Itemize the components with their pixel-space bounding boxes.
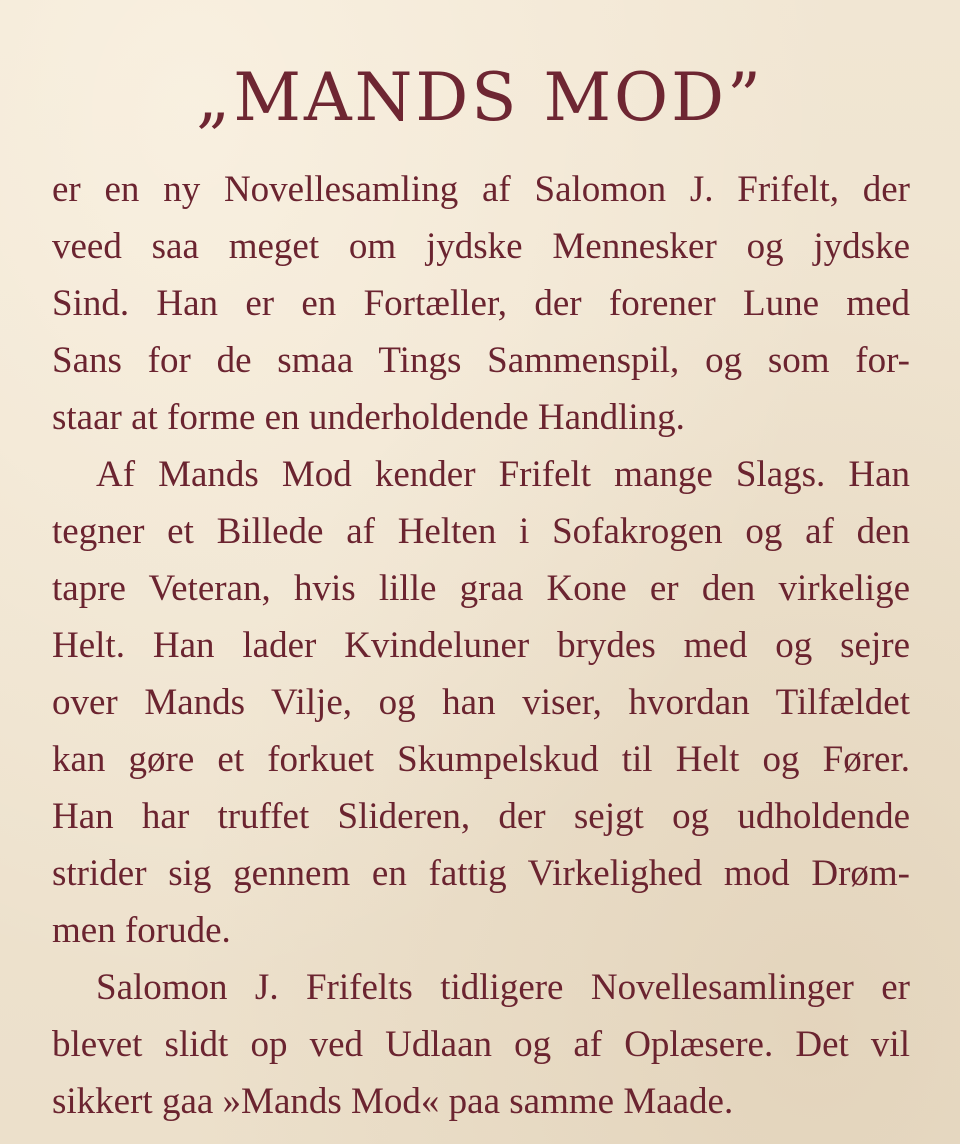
text-line: strider sig gennem en fattig Virkelighed mod Drøm- — [52, 853, 910, 894]
text-line: sikkert gaa »Mands Mod« paa samme Maade. — [52, 1081, 734, 1122]
text-line: over Mands Vilje, og han viser, hvordan Tilfældet — [52, 682, 910, 723]
text-line: tegner et Billede af Helten i Sofakrogen og af den — [52, 511, 910, 552]
text-line: Helt. Han lader Kvindeluner brydes med og sejre — [52, 625, 910, 666]
page-title: „MANDS MOD” — [196, 59, 764, 136]
text-line: Sans for de smaa Tings Sammenspil, og som for- — [52, 340, 910, 381]
text-line: Sind. Han er en Fortæller, der forener Lune med — [52, 283, 910, 324]
text-line: Af Mands Mod kender Frifelt mange Slags. Han — [96, 454, 910, 495]
text-line: blevet slidt op ved Udlaan og af Oplæsere. Det vil — [52, 1024, 910, 1065]
text-line: Salomon J. Frifelts tidligere Novellesamlinger er — [96, 967, 910, 1008]
text-line: veed saa meget om jydske Mennesker og jydske — [52, 226, 910, 267]
text-line: staar at forme en underholdende Handling. — [52, 397, 685, 438]
text-line: kan gøre et forkuet Skumpelskud til Helt og Fører. — [52, 739, 910, 780]
text-line: tapre Veteran, hvis lille graa Kone er den virkelige — [52, 568, 910, 609]
text-line: Han har truffet Slideren, der sejgt og udholdende — [52, 796, 910, 837]
text-line: er en ny Novellesamling af Salomon J. Frifelt, der — [52, 169, 910, 210]
text-line: men forude. — [52, 910, 231, 951]
